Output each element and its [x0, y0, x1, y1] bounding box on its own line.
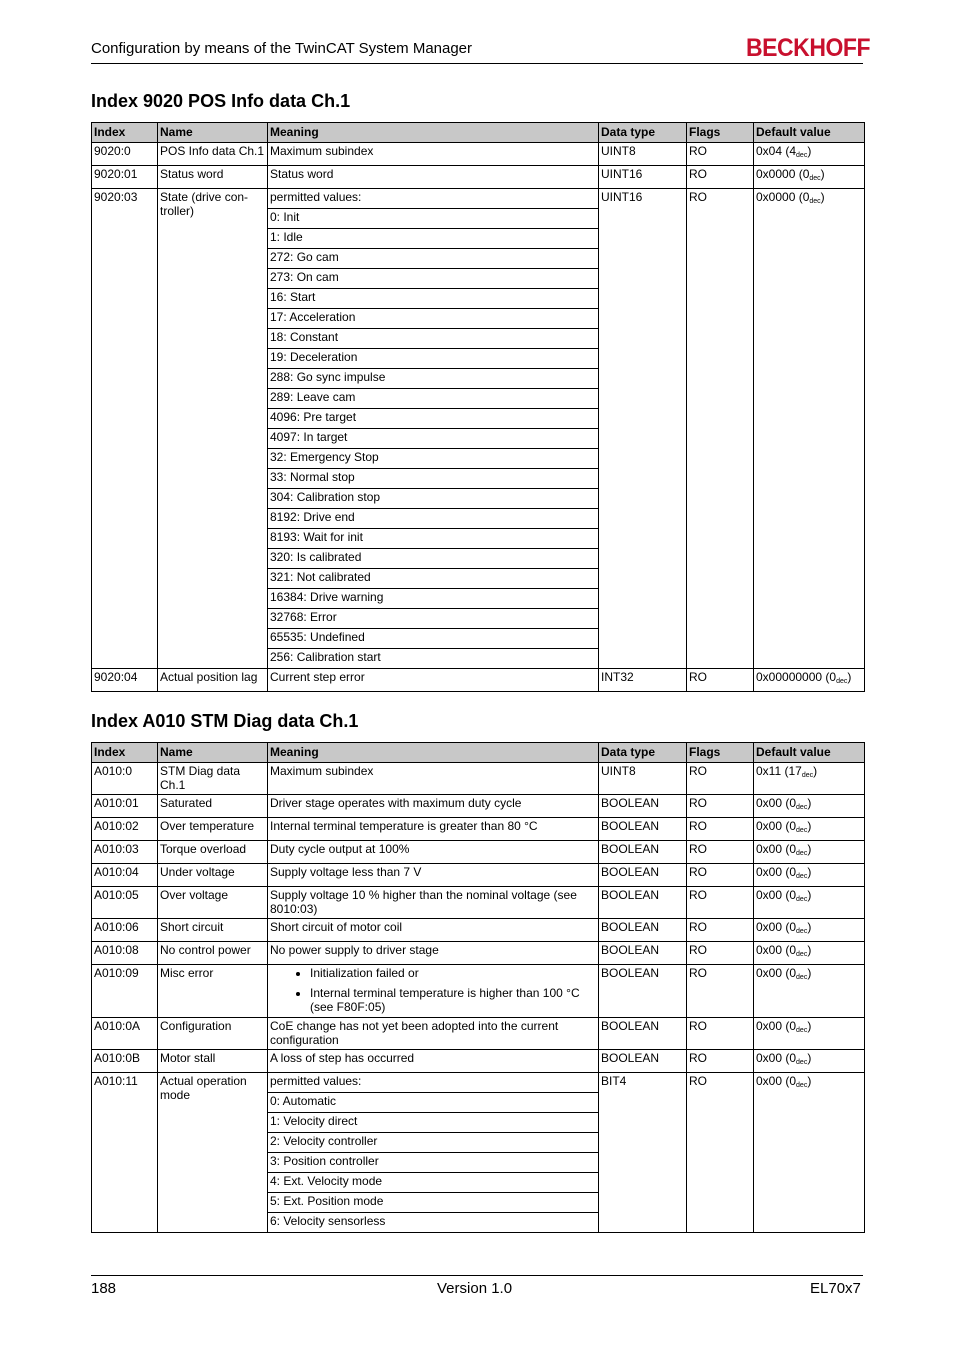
default-value-prefix: 0x00 (0: [756, 1051, 797, 1065]
table-row: [92, 669, 865, 692]
dec-subscript: dec: [801, 772, 814, 779]
flags-cell: RO: [687, 189, 754, 669]
section-title-9020: Index 9020 POS Info data Ch.1: [91, 91, 351, 111]
table-row: [92, 841, 865, 864]
data-type-cell: BOOLEAN: [599, 942, 687, 965]
index-cell: A010:03: [92, 841, 158, 864]
meaning-cell: Current step error: [268, 669, 599, 692]
permitted-value-cell: 4097: In target: [268, 429, 599, 449]
dec-subscript: dec: [796, 850, 808, 857]
flags-cell: RO: [687, 795, 754, 818]
document-version: Version 1.0: [437, 1280, 513, 1297]
column-header: Default value: [754, 743, 865, 763]
name-cell: State (drive con-troller): [158, 189, 268, 669]
default-value-suffix: ): [820, 190, 825, 204]
data-type-cell: BOOLEAN: [599, 818, 687, 841]
column-header: Default value: [754, 123, 865, 143]
object-table-a010: [91, 742, 865, 1233]
permitted-value-cell: 5: Ext. Position mode: [268, 1193, 599, 1213]
dec-subscript: dec: [796, 896, 808, 903]
default-value-prefix: 0x00 (0: [756, 819, 797, 833]
column-header: Index: [92, 743, 158, 763]
name-cell: Status word: [158, 166, 268, 189]
default-value-suffix: ): [807, 1074, 812, 1088]
default-value-cell: [754, 864, 865, 887]
permitted-value-cell: 4096: Pre target: [268, 409, 599, 429]
default-value-cell: [754, 841, 865, 864]
flags-cell: RO: [687, 1018, 754, 1050]
default-value-cell: [754, 763, 865, 795]
default-value-suffix: ): [807, 920, 812, 934]
dec-subscript: dec: [796, 1082, 808, 1089]
default-value-cell: [754, 1073, 865, 1233]
default-value-prefix: 0x00 (0: [756, 865, 797, 879]
table-row: [92, 1018, 865, 1050]
product-name: EL70x7: [810, 1280, 861, 1297]
index-cell: A010:08: [92, 942, 158, 965]
permitted-value-cell: 8192: Drive end: [268, 509, 599, 529]
flags-cell: RO: [687, 818, 754, 841]
meaning-cell: [268, 965, 599, 1018]
data-type-cell: BOOLEAN: [599, 864, 687, 887]
index-cell: A010:06: [92, 919, 158, 942]
name-cell: Actual position lag: [158, 669, 268, 692]
meaning-cell: No power supply to driver stage: [268, 942, 599, 965]
name-cell: Saturated: [158, 795, 268, 818]
data-type-cell: UINT8: [599, 143, 687, 166]
object-table-9020: [91, 122, 865, 692]
index-cell: A010:0A: [92, 1018, 158, 1050]
default-value-prefix: 0x00 (0: [756, 920, 797, 934]
name-cell: STM Diag data Ch.1: [158, 763, 268, 795]
permitted-value-cell: 273: On cam: [268, 269, 599, 289]
table-row: [92, 1050, 865, 1073]
column-header: Data type: [599, 123, 687, 143]
permitted-value-cell: 288: Go sync impulse: [268, 369, 599, 389]
table-row: [92, 887, 865, 919]
default-value-suffix: ): [807, 796, 812, 810]
dec-subscript: dec: [796, 928, 808, 935]
index-cell: 9020:01: [92, 166, 158, 189]
name-cell: Configuration: [158, 1018, 268, 1050]
index-cell: A010:01: [92, 795, 158, 818]
permitted-value-cell: 19: Deceleration: [268, 349, 599, 369]
index-cell: 9020:04: [92, 669, 158, 692]
column-header: Index: [92, 123, 158, 143]
default-value-prefix: 0x0000 (0: [756, 190, 810, 204]
default-value-suffix: ): [807, 842, 812, 856]
meaning-cell: CoE change has not yet been adopted into the current configuration: [268, 1018, 599, 1050]
permitted-value-cell: 320: Is calibrated: [268, 549, 599, 569]
permitted-value-cell: 65535: Undefined: [268, 629, 599, 649]
data-type-cell: BOOLEAN: [599, 841, 687, 864]
bullet-list: [270, 966, 596, 1014]
bullet-item: • Initialization failed or: [310, 966, 596, 980]
name-cell: Short circuit: [158, 919, 268, 942]
data-type-cell: BOOLEAN: [599, 965, 687, 1018]
flags-cell: RO: [687, 942, 754, 965]
flags-cell: RO: [687, 841, 754, 864]
dec-subscript: dec: [796, 873, 808, 880]
permitted-value-cell: 304: Calibration stop: [268, 489, 599, 509]
section-title-a010: Index A010 STM Diag data Ch.1: [91, 711, 359, 731]
meaning-cell: Maximum subindex: [268, 763, 599, 795]
dec-subscript: dec: [809, 175, 821, 182]
meaning-cell: Supply voltage less than 7 V: [268, 864, 599, 887]
default-value-cell: [754, 1018, 865, 1050]
permitted-value-cell: 256: Calibration start: [268, 649, 599, 669]
default-value-prefix: 0x00000000 (0: [756, 670, 837, 684]
permitted-value-cell: 1: Idle: [268, 229, 599, 249]
default-value-prefix: 0x00 (0: [756, 842, 797, 856]
data-type-cell: BOOLEAN: [599, 887, 687, 919]
flags-cell: RO: [687, 669, 754, 692]
dec-subscript: dec: [836, 678, 848, 685]
permitted-value-cell: 1: Velocity direct: [268, 1113, 599, 1133]
data-type-cell: UINT16: [599, 189, 687, 669]
meaning-cell: Duty cycle output at 100%: [268, 841, 599, 864]
meaning-cell: A loss of step has occurred: [268, 1050, 599, 1073]
name-cell: No control power: [158, 942, 268, 965]
name-cell: Over voltage: [158, 887, 268, 919]
default-value-suffix: ): [807, 865, 812, 879]
table-row: [92, 795, 865, 818]
table-row: [92, 189, 865, 209]
permitted-value-cell: 18: Constant: [268, 329, 599, 349]
meaning-cell: Internal terminal temperature is greater than 80 °C: [268, 818, 599, 841]
dec-subscript: dec: [796, 974, 808, 981]
permitted-value-cell: 32: Emergency Stop: [268, 449, 599, 469]
permitted-value-cell: 4: Ext. Velocity mode: [268, 1173, 599, 1193]
permitted-value-cell: 16384: Drive warning: [268, 589, 599, 609]
default-value-prefix: 0x00 (0: [756, 966, 797, 980]
dec-subscript: dec: [809, 198, 821, 205]
column-header: Name: [158, 123, 268, 143]
data-type-cell: BOOLEAN: [599, 795, 687, 818]
default-value-cell: [754, 1050, 865, 1073]
name-cell: Actual operation mode: [158, 1073, 268, 1233]
index-cell: A010:04: [92, 864, 158, 887]
name-cell: Torque overload: [158, 841, 268, 864]
flags-cell: RO: [687, 887, 754, 919]
column-header: Flags: [687, 123, 754, 143]
permitted-value-cell: 289: Leave cam: [268, 389, 599, 409]
permitted-value-cell: 16: Start: [268, 289, 599, 309]
index-cell: 9020:0: [92, 143, 158, 166]
permitted-value-cell: 32768: Error: [268, 609, 599, 629]
default-value-cell: [754, 919, 865, 942]
table-row: [92, 919, 865, 942]
default-value-prefix: 0x00 (0: [756, 1019, 797, 1033]
default-value-prefix: 0x11 (17: [756, 764, 802, 778]
bullet-item: • Internal terminal temperature is higher than 100 °C (see F80F:05): [310, 986, 596, 1014]
table-header-row: [92, 743, 865, 763]
column-header: Name: [158, 743, 268, 763]
index-cell: A010:02: [92, 818, 158, 841]
dec-subscript: dec: [796, 804, 808, 811]
meaning-cell: Maximum subindex: [268, 143, 599, 166]
meaning-cell: Driver stage operates with maximum duty cycle: [268, 795, 599, 818]
permitted-value-cell: 6: Velocity sensorless: [268, 1213, 599, 1233]
dec-subscript: dec: [796, 827, 808, 834]
name-cell: POS Info data Ch.1: [158, 143, 268, 166]
table-row: [92, 166, 865, 189]
default-value-suffix: ): [807, 1019, 812, 1033]
meaning-cell: Status word: [268, 166, 599, 189]
data-type-cell: BOOLEAN: [599, 1018, 687, 1050]
data-type-cell: INT32: [599, 669, 687, 692]
default-value-cell: [754, 818, 865, 841]
name-cell: Over temperature: [158, 818, 268, 841]
default-value-suffix: ): [807, 943, 812, 957]
flags-cell: RO: [687, 965, 754, 1018]
meaning-cell: permitted values:: [268, 189, 599, 209]
index-cell: A010:0: [92, 763, 158, 795]
dec-subscript: dec: [796, 1027, 808, 1034]
default-value-suffix: ): [807, 144, 812, 158]
default-value-suffix: ): [807, 1051, 812, 1065]
flags-cell: RO: [687, 143, 754, 166]
flags-cell: RO: [687, 1050, 754, 1073]
table-row: [92, 965, 865, 1018]
flags-cell: RO: [687, 166, 754, 189]
name-cell: Motor stall: [158, 1050, 268, 1073]
default-value-cell: [754, 942, 865, 965]
header-divider: [91, 63, 863, 64]
permitted-value-cell: 33: Normal stop: [268, 469, 599, 489]
column-header: Meaning: [268, 123, 599, 143]
default-value-cell: [754, 143, 865, 166]
default-value-suffix: ): [820, 167, 825, 181]
data-type-cell: BOOLEAN: [599, 1050, 687, 1073]
meaning-cell: Supply voltage 10 % higher than the nominal voltage (see 8010:03): [268, 887, 599, 919]
header-title: Configuration by means of the TwinCAT System Manager: [91, 40, 473, 57]
default-value-prefix: 0x00 (0: [756, 943, 797, 957]
permitted-value-cell: 3: Position controller: [268, 1153, 599, 1173]
footer-divider: [91, 1275, 863, 1276]
default-value-prefix: 0x04 (4: [756, 144, 797, 158]
dec-subscript: dec: [796, 1059, 808, 1066]
name-cell: Misc error: [158, 965, 268, 1018]
default-value-cell: [754, 965, 865, 1018]
index-cell: A010:09: [92, 965, 158, 1018]
index-cell: A010:05: [92, 887, 158, 919]
default-value-suffix: ): [807, 966, 812, 980]
default-value-cell: [754, 669, 865, 692]
default-value-cell: [754, 795, 865, 818]
data-type-cell: BOOLEAN: [599, 919, 687, 942]
permitted-value-cell: 321: Not calibrated: [268, 569, 599, 589]
default-value-cell: [754, 166, 865, 189]
index-cell: A010:0B: [92, 1050, 158, 1073]
table-row: [92, 1073, 865, 1093]
table-row: [92, 763, 865, 795]
table-row: [92, 143, 865, 166]
flags-cell: RO: [687, 763, 754, 795]
column-header: Data type: [599, 743, 687, 763]
permitted-value-cell: 8193: Wait for init: [268, 529, 599, 549]
default-value-cell: [754, 189, 865, 669]
index-cell: 9020:03: [92, 189, 158, 669]
table-header-row: [92, 123, 865, 143]
default-value-suffix: ): [813, 764, 818, 778]
table-row: [92, 818, 865, 841]
column-header: Flags: [687, 743, 754, 763]
permitted-value-cell: 0: Init: [268, 209, 599, 229]
permitted-value-cell: 2: Velocity controller: [268, 1133, 599, 1153]
meaning-cell: permitted values:: [268, 1073, 599, 1093]
data-type-cell: BIT4: [599, 1073, 687, 1233]
default-value-suffix: ): [807, 888, 812, 902]
dec-subscript: dec: [796, 152, 808, 159]
beckhoff-logo: BECKHOFF: [746, 34, 871, 62]
page-number: 188: [91, 1280, 117, 1297]
default-value-suffix: ): [807, 819, 812, 833]
default-value-prefix: 0x00 (0: [756, 1074, 797, 1088]
permitted-value-cell: 272: Go cam: [268, 249, 599, 269]
data-type-cell: UINT16: [599, 166, 687, 189]
data-type-cell: UINT8: [599, 763, 687, 795]
default-value-cell: [754, 887, 865, 919]
permitted-value-cell: 17: Acceleration: [268, 309, 599, 329]
flags-cell: RO: [687, 919, 754, 942]
default-value-prefix: 0x0000 (0: [756, 167, 810, 181]
meaning-cell: Short circuit of motor coil: [268, 919, 599, 942]
default-value-prefix: 0x00 (0: [756, 796, 797, 810]
default-value-prefix: 0x00 (0: [756, 888, 797, 902]
column-header: Meaning: [268, 743, 599, 763]
index-cell: A010:11: [92, 1073, 158, 1233]
default-value-suffix: ): [847, 670, 852, 684]
flags-cell: RO: [687, 1073, 754, 1233]
table-row: [92, 864, 865, 887]
dec-subscript: dec: [796, 951, 808, 958]
flags-cell: RO: [687, 864, 754, 887]
permitted-value-cell: 0: Automatic: [268, 1093, 599, 1113]
name-cell: Under voltage: [158, 864, 268, 887]
table-row: [92, 942, 865, 965]
